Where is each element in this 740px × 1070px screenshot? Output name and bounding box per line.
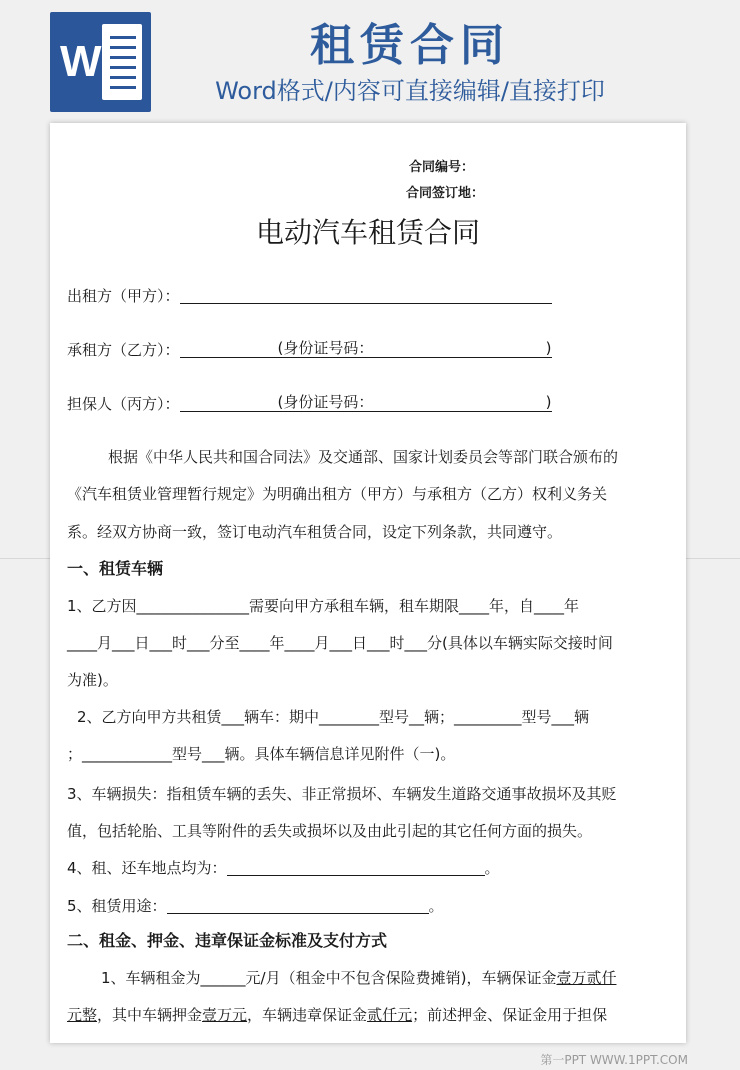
- violation-deposit-amount: 贰仟元: [367, 1006, 413, 1024]
- deposit-total-suffix: 元整: [67, 1006, 98, 1024]
- party-b-close-paren: ): [545, 339, 552, 357]
- clause-6-text-a: 1、车辆租金为______元/月（租金中不包含保险费摊销)，车辆保证金: [101, 969, 557, 987]
- party-b-id-label: (身份证号码：: [277, 339, 374, 357]
- banner-subtitle: Word格式/内容可直接编辑/直接打印: [215, 77, 605, 105]
- clause-4-end: 。: [484, 859, 500, 877]
- word-app-icon: [50, 12, 151, 112]
- guarantor-close-paren: ): [545, 393, 552, 411]
- clause-3-line-2: 值，包括轮胎、工具等附件的丢失或损坏以及由此引起的其它任何方面的损失。: [67, 822, 593, 840]
- clause-5-label: 5、租赁用途：: [67, 897, 167, 915]
- clause-3-line-1: 3、车辆损失：指租赁车辆的丢失、非正常损坏、车辆发生道路交通事故损坏及其贬: [67, 785, 617, 803]
- signing-place-label: 合同签订地：: [406, 186, 485, 201]
- party-a-blank[interactable]: [180, 286, 552, 304]
- intro-line-2: 《汽车租赁业管理暂行规定》为明确出租方（甲方）与承租方（乙方）权利义务关: [67, 485, 608, 503]
- party-b-blank[interactable]: [180, 340, 552, 358]
- rental-purpose-blank[interactable]: [167, 896, 429, 914]
- guarantor-row: [67, 392, 552, 416]
- party-b-label: 承租方（乙方）：: [67, 341, 180, 359]
- pickup-location-blank[interactable]: [227, 858, 485, 876]
- intro-line-1: 根据《中华人民共和国合同法》及交通部、国家计划委员会等部门联合颁布的: [108, 448, 619, 466]
- footer-watermark: 第一PPT WWW.1PPT.COM: [540, 1053, 688, 1067]
- clause-6-line-1: [101, 966, 616, 990]
- section-1-heading: 一、租赁车辆: [67, 559, 164, 578]
- clause-6-text-d: ，其中车辆押金: [97, 1006, 203, 1024]
- guarantor-blank[interactable]: [180, 394, 552, 412]
- guarantor-label: 担保人（丙方）：: [67, 395, 180, 413]
- clause-1-line-2: ____月___日___时___分至____年____月___日___时___分(具体以车辆实际交接时间: [67, 634, 613, 652]
- deposit-total-amount: 壹万贰仟: [556, 969, 617, 987]
- vehicle-deposit-amount: 壹万元: [202, 1006, 248, 1024]
- guarantor-id-label: (身份证号码：: [277, 393, 374, 411]
- section-2-heading: 二、租金、押金、违章保证金标准及支付方式: [67, 931, 388, 950]
- clause-6-text-h: ；前述押金、保证金用于担保: [412, 1006, 608, 1024]
- document-title: 电动汽车租赁合同: [255, 216, 480, 249]
- banner-title: 租赁合同: [310, 20, 510, 71]
- intro-line-3: 系。经双方协商一致，签订电动汽车租赁合同，设定下列条款，共同遵守。: [67, 523, 563, 541]
- contract-number-label: 合同编号：: [409, 160, 475, 175]
- party-a-label: 出租方（甲方）：: [67, 287, 180, 305]
- word-logo-letter: W: [60, 37, 102, 86]
- clause-4-row: [67, 856, 500, 880]
- clause-6-text-f: ，车辆违章保证金: [247, 1006, 368, 1024]
- clause-4-label: 4、租、还车地点均为：: [67, 859, 227, 877]
- clause-1-line-1: 1、乙方因_______________需要向甲方承租车辆，租车期限____年，自____年: [67, 597, 580, 615]
- party-b-row: [67, 338, 552, 362]
- clause-1-line-3: 为准)。: [67, 671, 118, 689]
- clause-2-line-2: ；____________型号___辆。具体车辆信息详见附件（一)。: [67, 745, 456, 763]
- party-a-row: [67, 284, 552, 308]
- clause-6-line-2: [67, 1003, 607, 1027]
- document-page: [50, 123, 686, 1043]
- clause-5-end: 。: [428, 897, 444, 915]
- clause-5-row: [67, 894, 444, 918]
- clause-2-line-1: 2、乙方向甲方共租赁___辆车：期中________型号__辆；_________型号___辆: [77, 708, 590, 726]
- header-banner: [0, 0, 740, 120]
